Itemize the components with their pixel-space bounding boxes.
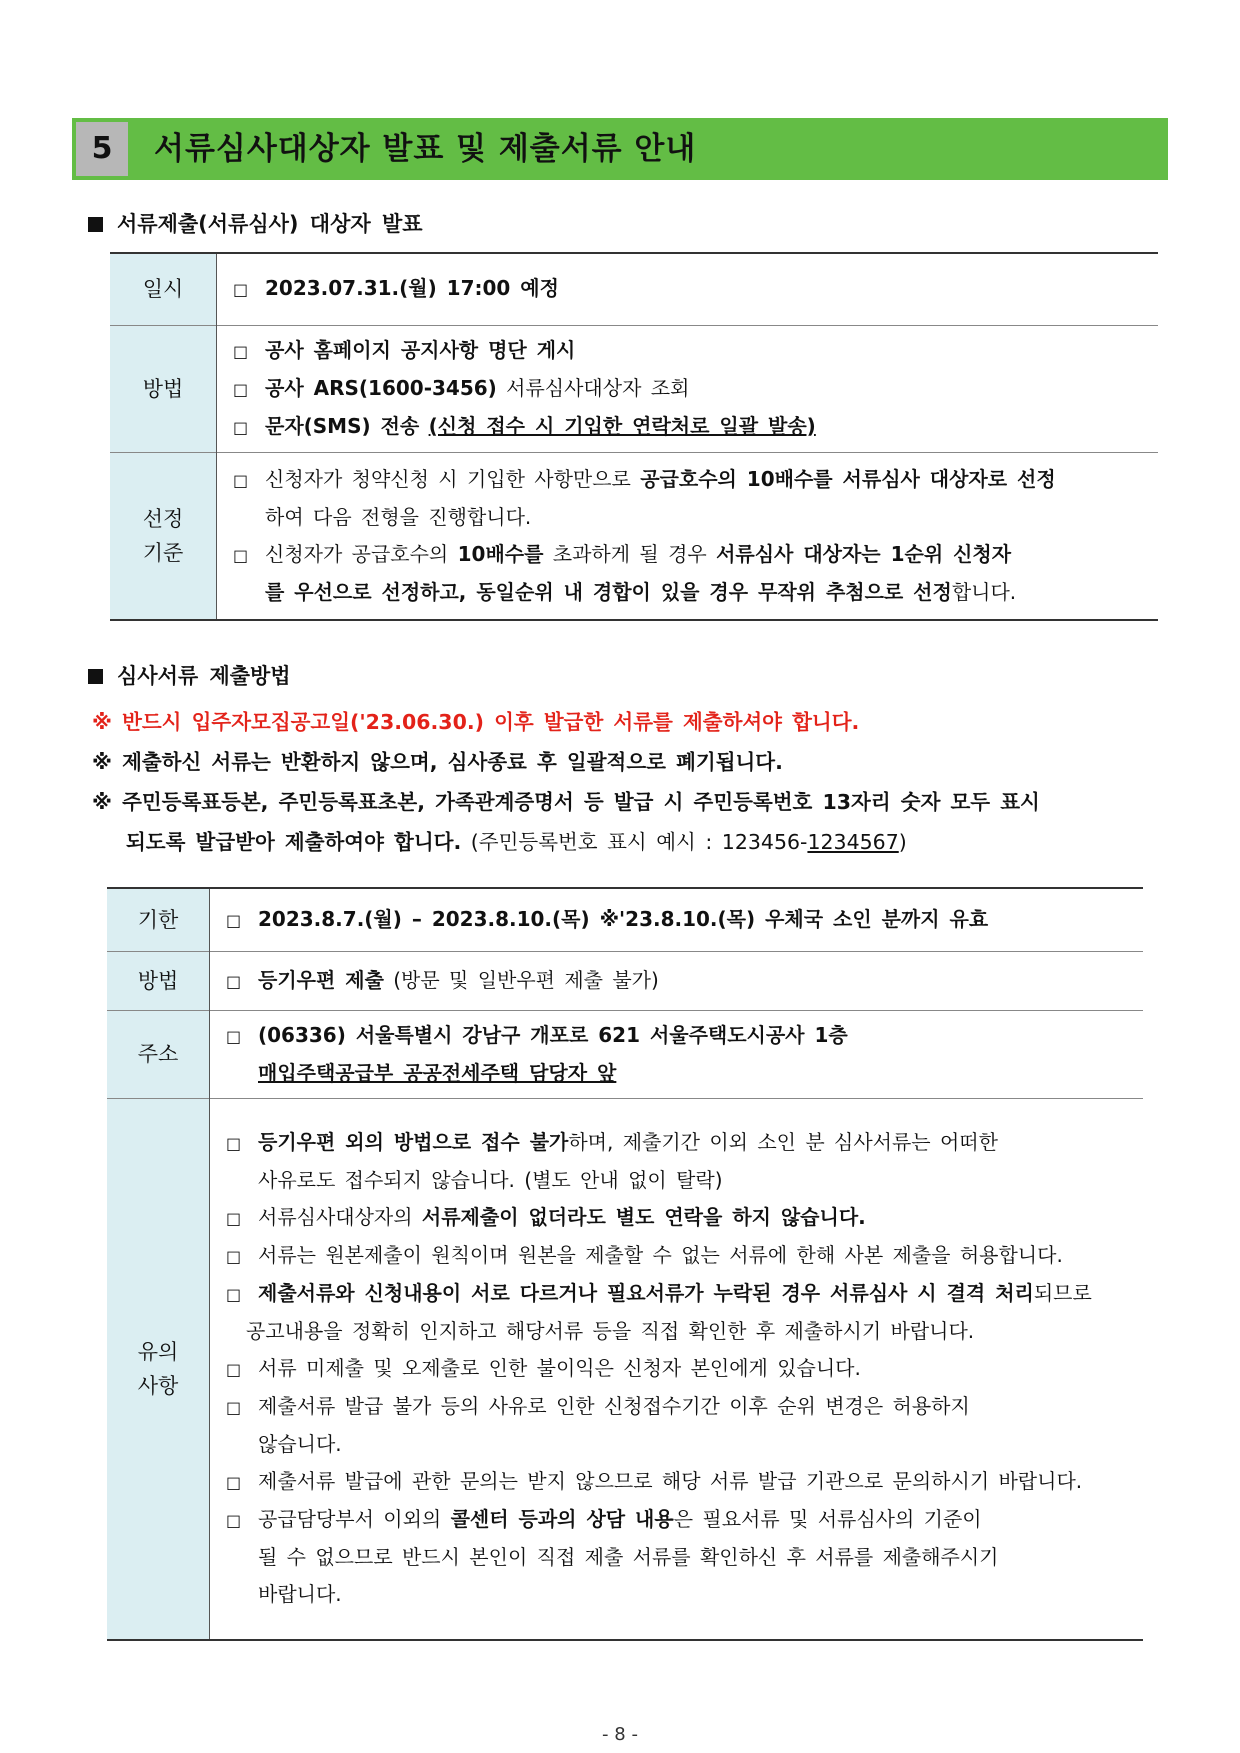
- table-row: 방법 □ 공사 홈페이지 공지사항 명단 게시 □ 공사 ARS(1600-3456) 서류심사대상자 조회 □ 문자(SMS) 전송 (신청 접수 시 기입한 연락처로 일괄 발송): [110, 325, 1158, 452]
- checkbox-icon: □: [226, 1026, 242, 1046]
- checkbox-icon: □: [233, 379, 249, 399]
- subsection-heading-announcement: 서류제출(서류심사) 대상자 발표: [88, 208, 423, 238]
- row-label-date: 일시: [110, 253, 217, 325]
- section-number: 5: [76, 122, 128, 176]
- subsection-heading-submission: 심사서류 제출방법: [88, 660, 291, 690]
- section-title: 서류심사대상자 발표 및 제출서류 안내: [154, 131, 697, 167]
- checkbox-icon: □: [226, 910, 242, 930]
- row-label-method: 방법: [110, 325, 217, 452]
- checkbox-icon: □: [233, 341, 249, 361]
- checkbox-icon: □: [226, 1398, 242, 1418]
- table-row: 일시 □ 2023.07.31.(월) 17:00 예정: [110, 253, 1158, 325]
- row-label-remarks: 유의 사항: [107, 1098, 210, 1640]
- checkbox-icon: □: [233, 417, 249, 437]
- row-label-address: 주소: [107, 1010, 210, 1098]
- checkbox-icon: □: [226, 971, 242, 991]
- notice-line-3: ※ 주민등록표등본, 주민등록표초본, 가족관계증명서 등 발급 시 주민등록번호 13자리 숫자 모두 표시: [92, 790, 1040, 814]
- checkbox-icon: □: [233, 545, 249, 565]
- table-row: 유의 사항 □ 등기우편 외의 방법으로 접수 불가하며, 제출기간 이외 소인 분 심사서류는 어떠한 사유로도 접수되지 않습니다. (별도 안내 없이 탈락) □ 서류심사대상자의 서류제출이 없더라도 별도 연락을 하지 않습니다. □ 서류는 원본제출이 원칙이며 원본을 제출할 수 없는 서류에 한해 사본 제출을 허용합니다. □ 제출서류와 신청내용이 서로 다르거나 필요서류가 누락된 경우 서류심사 시 결격 처리되므로 공고내용을 정확히 인지하고 해당서류 등을 직접 확인한 후 제출하시기 바랍니다. □ 서류 미제출 및 오제출로 인한 불이익은 신청자 본인에게 있습니다. □ 제출서류 발급 불가 등의 사유로 인한 신청접수기간 이후 순위 변경은 허용하지 않습니다. □ 제출서류 발급에 관한 문의는 받지 않으므로 해당 서류 발급 기관으로 문의하시기 바랍니다. □ 공급담당부서 이외의 콜센터 등과의 상담 내용은 필요서류 및 서류심사의 기준이 될 수 없으므로 반드시 본인이 직접 제출 서류를 확인하신 후 서류를 제출해주시기 바랍니다.: [107, 1098, 1143, 1640]
- notice-line-4: 되도록 발급받아 제출하여야 합니다. (주민등록번호 표시 예시 : 123456-1234567): [126, 830, 907, 854]
- checkbox-icon: □: [226, 1134, 242, 1154]
- announcement-table: [110, 252, 1158, 621]
- checkbox-icon: □: [226, 1511, 242, 1531]
- square-bullet-icon: [88, 217, 103, 232]
- table-row: 주소 □ (06336) 서울특별시 강남구 개포로 621 서울주택도시공사 1층 매입주택공급부 공공전세주택 담당자 앞: [107, 1010, 1143, 1098]
- checkbox-icon: □: [226, 1285, 242, 1305]
- notice-line-2: ※ 제출하신 서류는 반환하지 않으며, 심사종료 후 일괄적으로 폐기됩니다.: [92, 750, 783, 774]
- submission-table: [107, 887, 1143, 1641]
- checkbox-icon: □: [226, 1473, 242, 1493]
- row-label-method: 방법: [107, 951, 210, 1010]
- page-number: - 8 -: [602, 1724, 638, 1745]
- row-label-criteria: 선정 기준: [110, 452, 217, 620]
- section-header: [72, 118, 1168, 180]
- table-row: 방법 □ 등기우편 제출 (방문 및 일반우편 제출 불가): [107, 951, 1143, 1010]
- square-bullet-icon: [88, 669, 103, 684]
- table-row: 선정 기준 □ 신청자가 청약신청 시 기입한 사항만으로 공급호수의 10배수를 서류심사 대상자로 선정 하여 다음 전형을 진행합니다. □ 신청자가 공급호수의 10배수를 초과하게 될 경우 서류심사 대상자는 1순위 신청자 를 우선으로 선정하고, 동일순위 내 경합이 있을 경우 무작위 추첨으로 선정합니다.: [110, 452, 1158, 620]
- row-label-deadline: 기한: [107, 888, 210, 951]
- notice-line-1: ※ 반드시 입주자모집공고일('23.06.30.) 이후 발급한 서류를 제출하셔야 합니다.: [92, 710, 860, 734]
- checkbox-icon: □: [233, 470, 249, 490]
- checkbox-icon: □: [226, 1247, 242, 1267]
- checkbox-icon: □: [226, 1360, 242, 1380]
- table-row: 기한 □ 2023.8.7.(월) – 2023.8.10.(목) ※'23.8.10.(목) 우체국 소인 분까지 유효: [107, 888, 1143, 951]
- checkbox-icon: □: [226, 1209, 242, 1229]
- checkbox-icon: □: [233, 280, 249, 300]
